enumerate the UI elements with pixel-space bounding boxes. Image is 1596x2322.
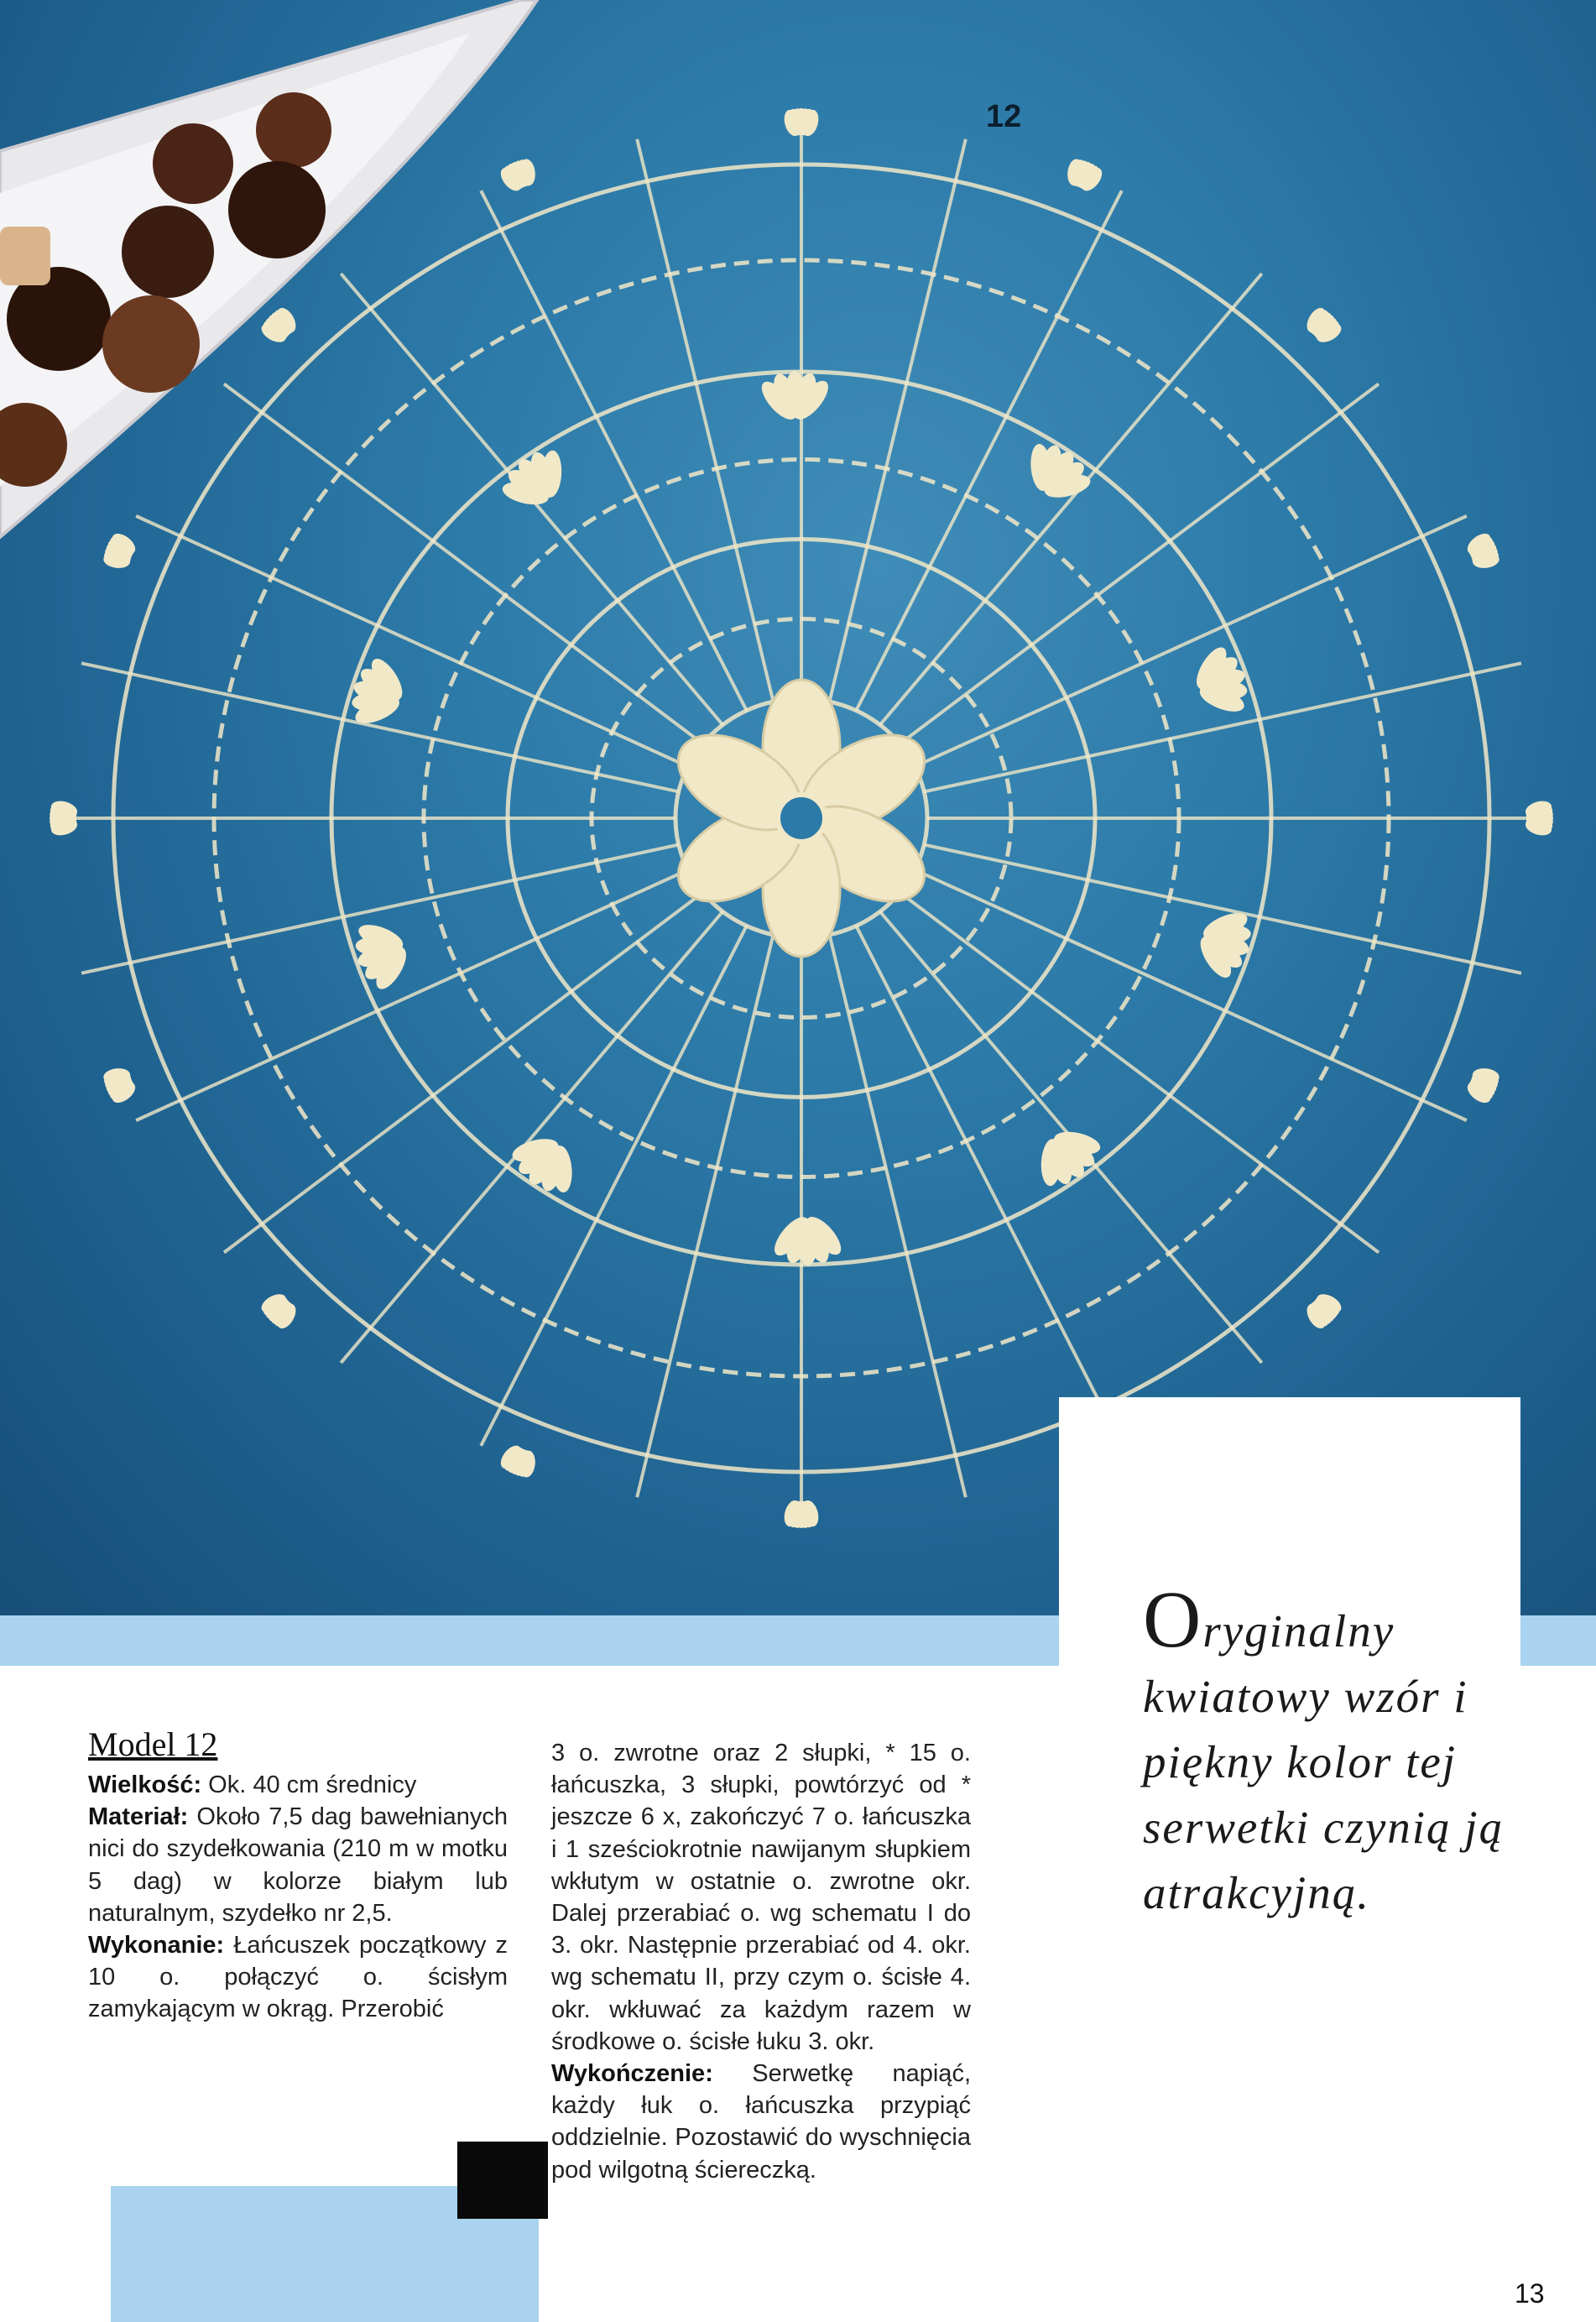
finishing-label: Wykończenie: <box>551 2060 713 2088</box>
crochet-doily <box>49 107 1553 1528</box>
left-text-column <box>88 1769 508 2026</box>
size-label: Wielkość: <box>88 1772 202 1798</box>
material-text: Około 7,5 dag bawełnianych nici do szydełkowania (210 m w motku 5 dag) w kolorze białym lub naturalnym, szydełko nr 2,5. <box>88 1803 508 1927</box>
execution-continued: 3 o. zwrotne oraz 2 słupki, * 15 o. łańcuszka, 3 słupki, powtórzyć od * jeszcze 6 x, zakończyć 7 o. łańcuszka i 1 sześciokrotnie nawijanym słupkiem wkłutym w ostatnie o. zwrotne okr. Dalej przerabiać o. wg schematu I do 3. okr. Następnie przerabiać od 4. okr. wg schematu II, przy czym o. ścisłe 4. okr. wkłuwać za każdym razem w środkowe o. ścisłe łuku 3. okr. <box>551 1740 971 2055</box>
page-number-bottom: 13 <box>1515 2278 1545 2309</box>
decorative-black-square <box>457 2142 548 2219</box>
right-text-column <box>551 1737 971 2186</box>
chocolate-plate <box>0 0 537 537</box>
quote-text: ryginalny kwiatowy wzór i piękny kolor tej serwetki czynią ją atrakcyjną. <box>1143 1605 1505 1918</box>
page-number-top: 12 <box>986 99 1022 134</box>
size-paragraph <box>88 1769 508 1801</box>
size-text: Ok. 40 cm średnicy <box>201 1772 417 1798</box>
execution-paragraph <box>88 1929 508 2026</box>
execution-text: Łańcuszek początkowy z 10 o. połączyć o. ścisłym zamykającym w okrąg. Przerobić <box>88 1932 508 2023</box>
material-label: Materiał: <box>88 1803 189 1831</box>
finishing-paragraph <box>551 2058 971 2186</box>
finishing-text: Serwetkę napiąć, każdy łuk o. łańcuszka przypiąć oddzielnie. Pozostawić do wyschnięcia pod wilgotną ściereczką. <box>551 2060 971 2184</box>
material-paragraph <box>88 1801 508 1929</box>
quote-initial: O <box>1143 1574 1203 1664</box>
pull-quote <box>1143 1574 1512 1926</box>
execution-label: Wykonanie: <box>88 1932 225 1959</box>
model-title: Model 12 <box>88 1725 218 1763</box>
